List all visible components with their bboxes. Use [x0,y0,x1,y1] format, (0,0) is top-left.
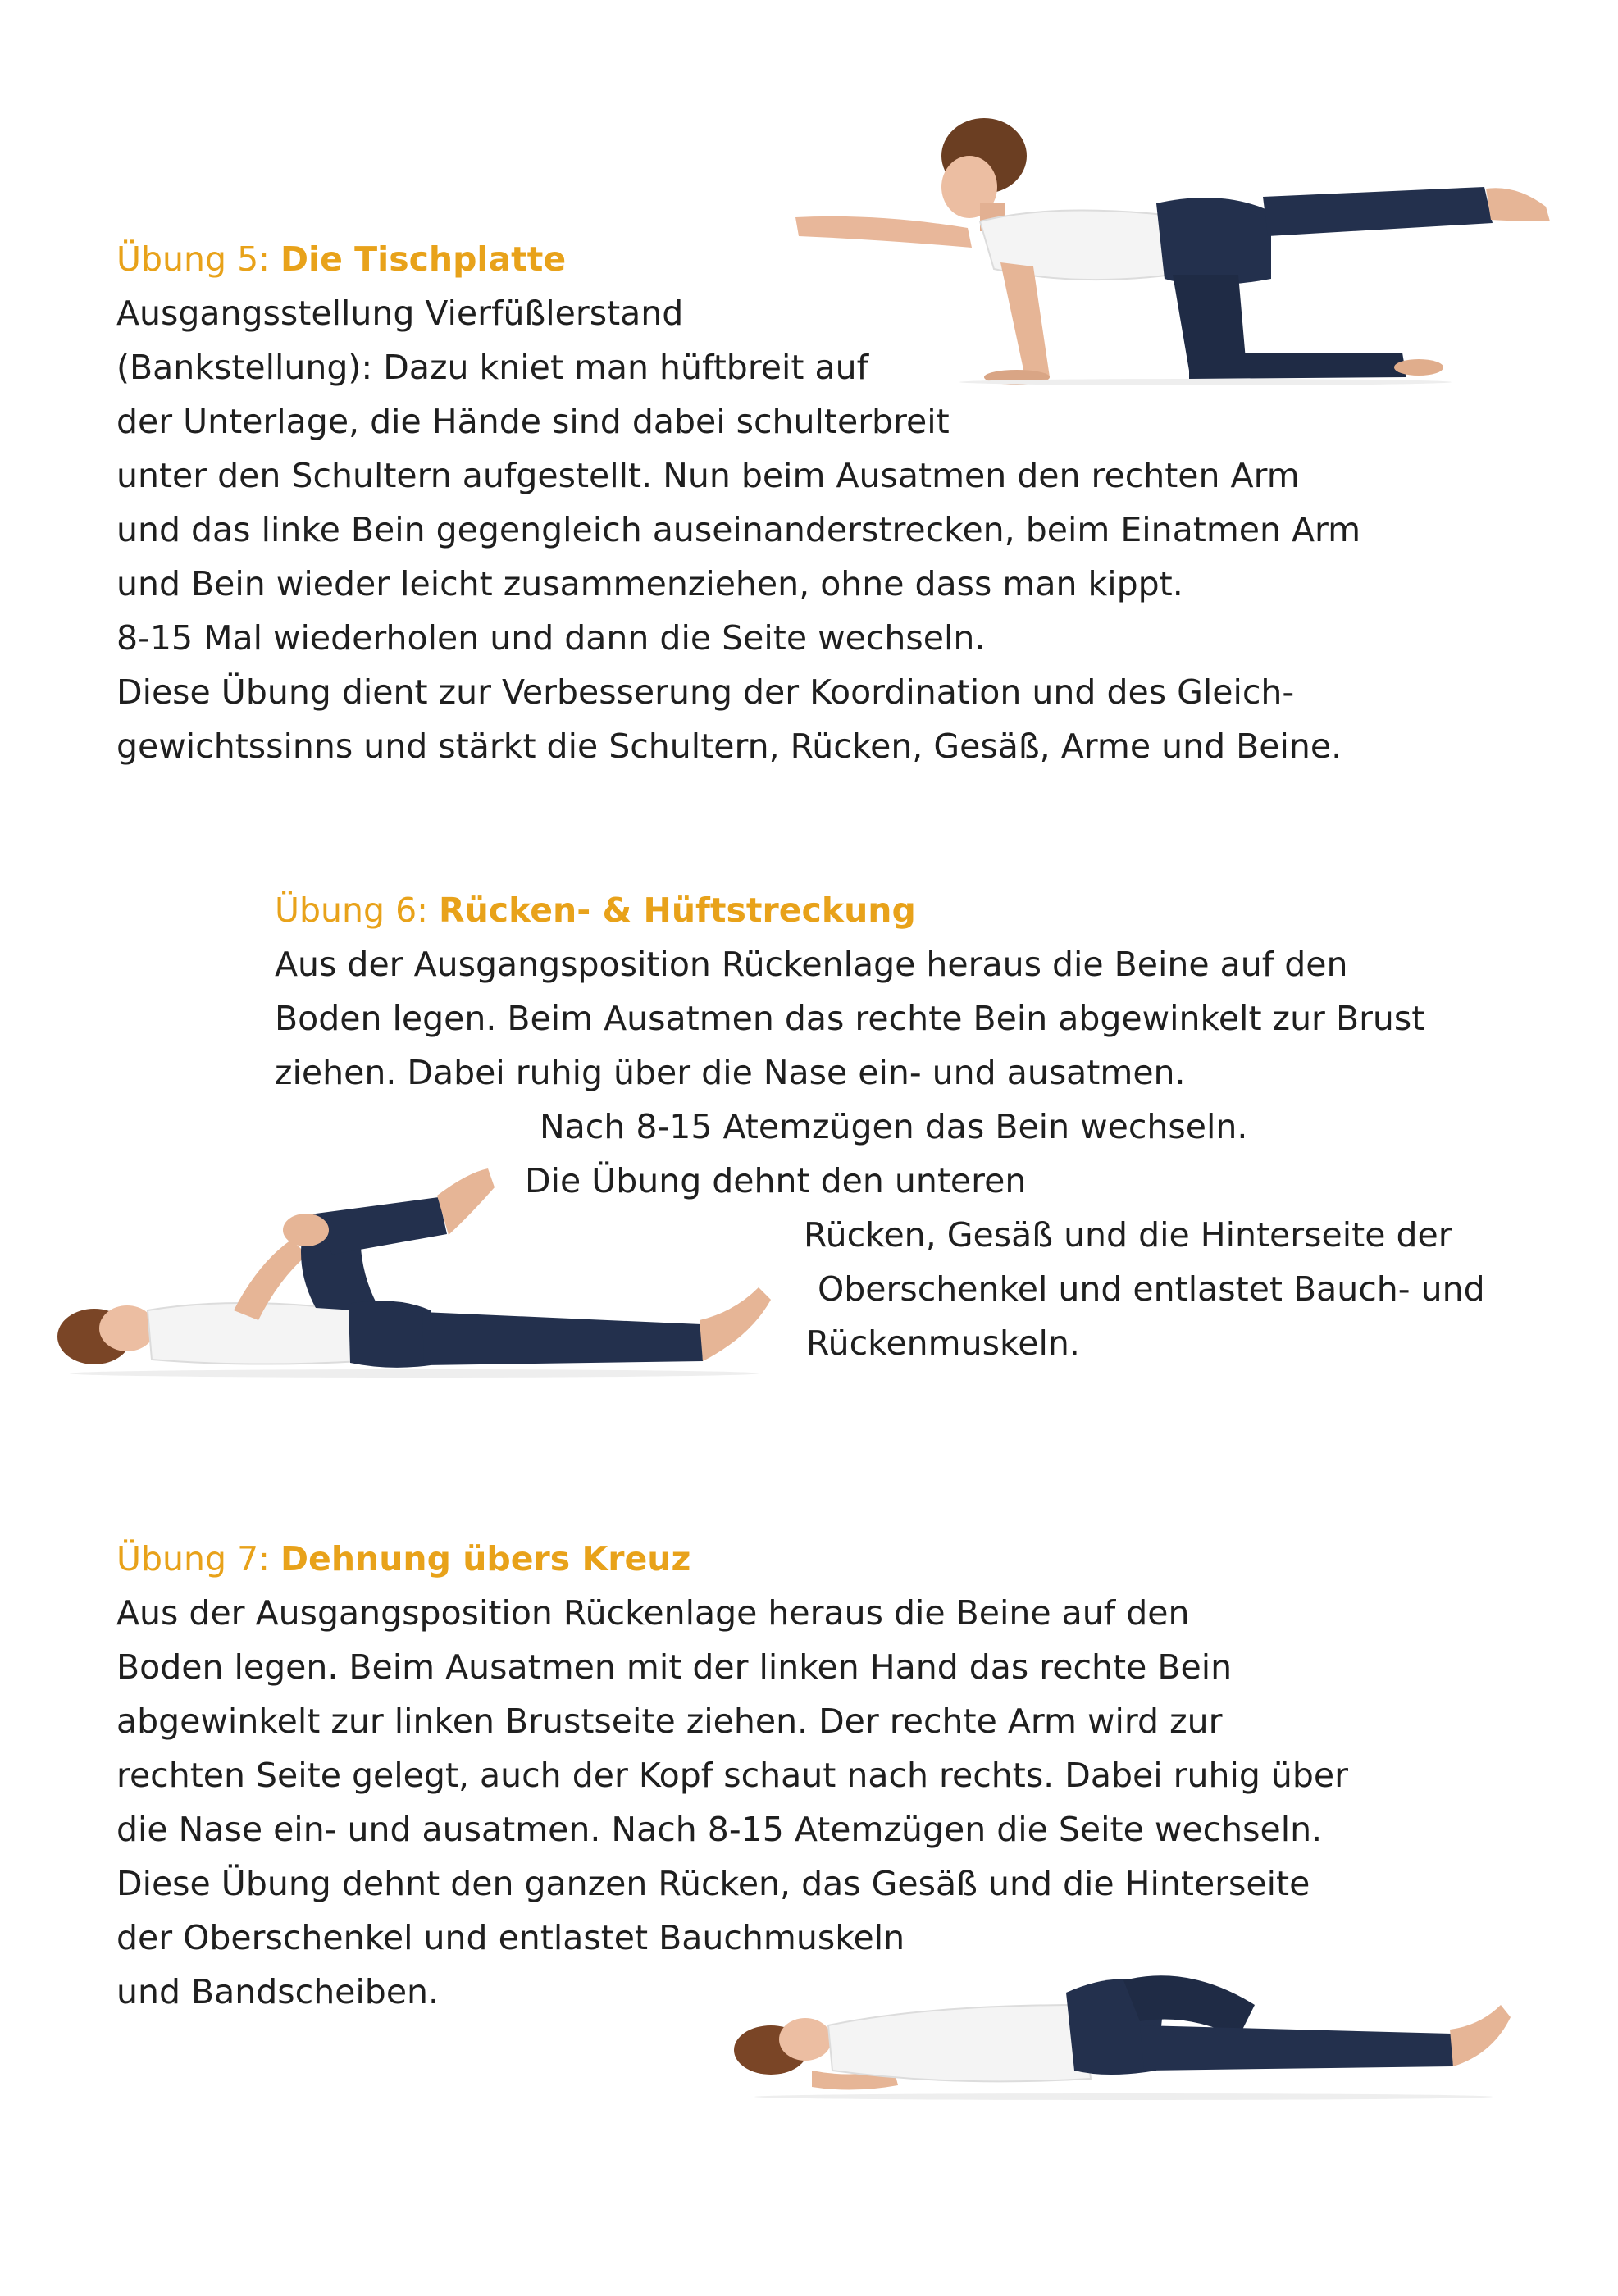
exercise-7-line-3: abgewinkelt zur linken Brustseite ziehen. Der rechte Arm wird zur [116,1702,1223,1741]
cross-body-stretch-photo [730,1947,1517,2107]
exercise-6-line-1 [275,944,1347,985]
knee-to-chest-illustration [45,1164,783,1386]
exercise-7-line-1 [116,1592,1189,1633]
exercise-7-start-position: Ausgangsposition Rückenlage [255,1593,758,1633]
exercise-6-line-5: Die Übung dehnt den unteren [525,1161,1027,1200]
exercise-7-line-7: der Oberschenkel und entlastet Bauchmuskeln [116,1918,905,1957]
tabletop-pose-photo [779,107,1566,385]
exercise-6-line-3: ziehen. Dabei ruhig über die Nase ein- und ausatmen. [275,1053,1186,1092]
exercise-5-heading [116,239,566,280]
exercise-6-line-8: Rückenmuskeln. [806,1323,1080,1363]
exercise-6-heading [275,890,916,931]
exercise-5-line-2 [116,347,868,388]
exercise-6-line-1-start: Aus der [275,945,414,984]
tabletop-pose-illustration [779,107,1566,385]
exercise-6-start-position: Ausgangsposition Rückenlage [413,945,916,984]
exercise-6-title: Rücken- & Hüftstreckung [439,891,916,930]
exercise-5-bench-term: (Bankstellung [116,348,349,387]
cross-body-stretch-illustration [730,1947,1517,2107]
exercise-5-number: Übung 5: [116,239,280,279]
exercise-7-line-1-end: heraus die Beine auf den [757,1593,1190,1633]
exercise-5-line-4: unter den Schultern aufgestellt. Nun beim Ausatmen den rechten Arm [116,456,1300,495]
exercise-5-line-1 [116,293,683,334]
exercise-7-heading [116,1538,690,1579]
exercise-7-line-4: rechten Seite gelegt, auch der Kopf schaut nach rechts. Dabei ruhig über [116,1756,1348,1795]
exercise-5-line-6: und Bein wieder leicht zusammenziehen, ohne dass man kippt. [116,564,1183,604]
exercise-5-line-7: 8-15 Mal wiederholen und dann die Seite wechseln. [116,618,986,658]
exercise-7-line-2: Boden legen. Beim Ausatmen mit der linken Hand das rechte Bein [116,1647,1233,1687]
exercise-6-line-7: Oberschenkel und entlastet Bauch- und [818,1269,1485,1309]
exercise-7-title: Dehnung übers Kreuz [280,1539,691,1578]
exercise-6-number: Übung 6: [275,891,439,930]
exercise-6-line-2: Boden legen. Beim Ausatmen das rechte Bein abgewinkelt zur Brust [275,999,1425,1038]
exercise-5-line-2-rest: ): Dazu kniet man hüftbreit auf [348,348,869,387]
exercise-5-line-8: Diese Übung dient zur Verbesserung der Koordination und des Gleich- [116,672,1295,712]
exercise-5-start-position: Ausgangsstellung Vierfüßlerstand [116,294,684,333]
exercise-7-line-5: die Nase ein- und ausatmen. Nach 8-15 Atemzügen die Seite wechseln. [116,1810,1323,1849]
exercise-5-line-5: und das linke Bein gegengleich auseinanderstrecken, beim Einatmen Arm [116,510,1361,549]
exercise-6-line-6: Rücken, Gesäß und die Hinterseite der [804,1215,1452,1255]
exercise-7-number: Übung 7: [116,1539,280,1578]
exercise-5-line-3: der Unterlage, die Hände sind dabei schulterbreit [116,402,950,441]
exercise-7-line-8: und Bandscheiben. [116,1972,440,2011]
exercise-7-line-6: Diese Übung dehnt den ganzen Rücken, das Gesäß und die Hinterseite [116,1864,1310,1903]
exercise-5-title: Die Tischplatte [280,239,567,279]
exercise-7-line-1-start: Aus der [116,1593,256,1633]
exercise-5-line-9: gewichtssinns und stärkt die Schultern, Rücken, Gesäß, Arme und Beine. [116,727,1342,766]
exercise-6-line-1-end: heraus die Beine auf den [915,945,1348,984]
exercise-6-line-4: Nach 8-15 Atemzügen das Bein wechseln. [540,1107,1248,1146]
knee-to-chest-pose-photo [45,1164,783,1386]
